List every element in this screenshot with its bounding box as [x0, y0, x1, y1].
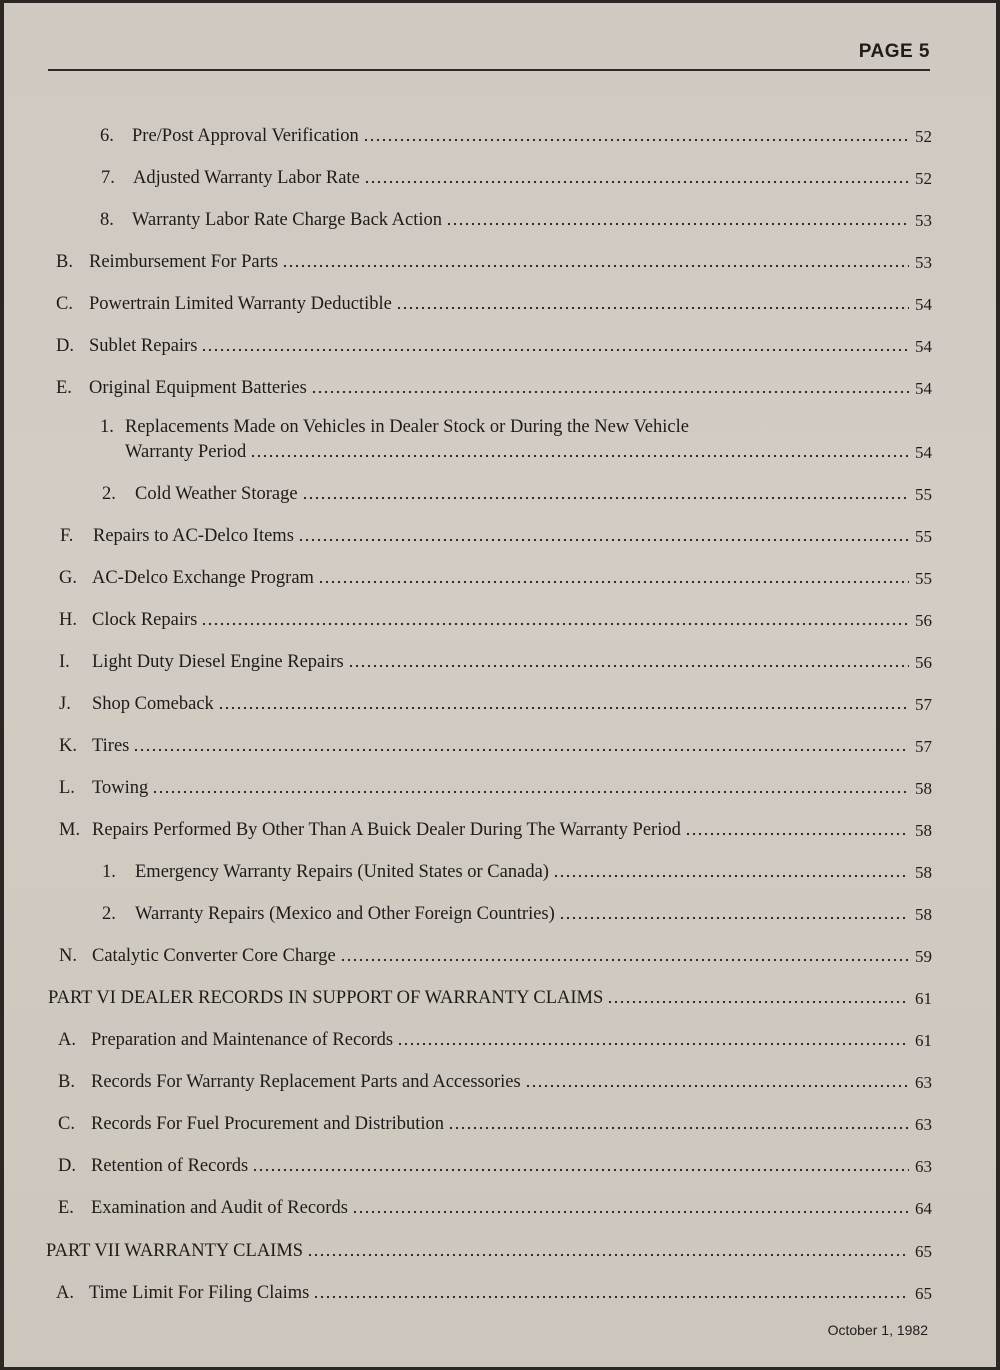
- dot-leader: [559, 916, 909, 920]
- toc-entry-page: 55: [915, 527, 932, 546]
- toc-entry-title: Retention of Records: [91, 1156, 249, 1176]
- dot-leader: [250, 454, 909, 458]
- toc-entry: [59, 605, 932, 631]
- toc-entry: [56, 373, 932, 399]
- toc-entry-page: 58: [915, 779, 932, 798]
- toc-entry-letter: D.: [56, 336, 74, 356]
- toc-entry-number: 1.: [100, 417, 114, 437]
- dot-leader: [302, 496, 909, 500]
- toc-entry: [58, 1151, 932, 1177]
- dot-leader: [448, 1126, 909, 1130]
- toc-entry: [56, 289, 932, 315]
- toc-entry-page: 56: [915, 653, 932, 672]
- toc-entry-title: Towing: [92, 778, 149, 798]
- toc-entry-letter: J.: [59, 694, 71, 714]
- toc-entry: [102, 857, 932, 883]
- toc-entry-page: 61: [915, 989, 932, 1008]
- dot-leader: [318, 580, 909, 584]
- toc-entry-letter: C.: [56, 294, 73, 314]
- toc-entry: [102, 479, 932, 505]
- footer-date: October 1, 1982: [827, 1322, 928, 1338]
- page-number: PAGE 5: [858, 41, 930, 62]
- toc-entry: [58, 1025, 932, 1051]
- toc-entry: [59, 647, 932, 673]
- toc-entry-letter: E.: [56, 378, 72, 398]
- toc-entry-letter: F.: [60, 526, 74, 546]
- toc-entry-letter: I.: [59, 652, 70, 672]
- toc-entry-number: 6.: [100, 126, 114, 146]
- toc-entry-title: Examination and Audit of Records: [91, 1198, 348, 1218]
- toc-entry-title: Tires: [92, 736, 130, 756]
- dot-leader: [685, 832, 909, 836]
- toc-entry-page: 63: [915, 1115, 932, 1134]
- toc-entry-page: 61: [915, 1031, 932, 1050]
- toc-entry-page: 52: [915, 169, 932, 188]
- toc-entry-title: Cold Weather Storage: [135, 484, 298, 504]
- dot-leader: [352, 1210, 909, 1214]
- toc-entry-title-continued: Warranty Period: [125, 442, 247, 462]
- toc-entry-letter: M.: [59, 820, 81, 840]
- dot-leader: [252, 1168, 909, 1172]
- toc-entry-title: Repairs to AC-Delco Items: [93, 526, 294, 546]
- document-page: [4, 3, 996, 1367]
- toc-entry: [58, 1109, 932, 1135]
- dot-leader: [340, 958, 909, 962]
- dot-leader: [201, 622, 909, 626]
- toc-entry-page: 54: [915, 337, 932, 356]
- toc-entry-title: Time Limit For Filing Claims: [89, 1283, 310, 1303]
- dot-leader: [311, 390, 909, 394]
- toc-part-title: PART VII WARRANTY CLAIMS: [46, 1241, 304, 1261]
- dot-leader: [396, 306, 909, 310]
- toc-entry-page: 58: [915, 905, 932, 924]
- dot-leader: [397, 1042, 909, 1046]
- toc-entry: [58, 1067, 932, 1093]
- toc-entry: [58, 1193, 932, 1219]
- toc-entry-title: Repairs Performed By Other Than A Buick Dealer During The Warranty Period: [92, 820, 681, 840]
- toc-entry-page: 55: [915, 485, 932, 504]
- toc-entry-page: 53: [915, 253, 932, 272]
- toc-entry-letter: C.: [58, 1114, 75, 1134]
- toc-entry-page: 53: [915, 211, 932, 230]
- toc-entry: [100, 205, 932, 231]
- dot-leader: [201, 348, 909, 352]
- dot-leader: [282, 264, 909, 268]
- toc-entry-page: 54: [915, 443, 932, 462]
- toc-entry-page: 54: [915, 295, 932, 314]
- toc-entry-letter: E.: [58, 1198, 74, 1218]
- dot-leader: [446, 222, 909, 226]
- toc-entry-title: Shop Comeback: [92, 694, 214, 714]
- toc-entry-letter: B.: [58, 1072, 75, 1092]
- toc-entry-letter: K.: [59, 736, 77, 756]
- toc-entry-page: 58: [915, 821, 932, 840]
- toc-entry-page: 65: [915, 1284, 932, 1303]
- toc-entry-title: Warranty Labor Rate Charge Back Action: [132, 210, 442, 230]
- toc-entry: [100, 121, 932, 147]
- toc-entry-number: 2.: [102, 484, 116, 504]
- toc-entry-title: Records For Fuel Procurement and Distribution: [91, 1114, 444, 1134]
- toc-part-heading: [48, 983, 932, 1009]
- toc-entry-page: 63: [915, 1073, 932, 1092]
- toc-entry-title: Reimbursement For Parts: [89, 252, 279, 272]
- toc-entry-page: 63: [915, 1157, 932, 1176]
- toc-entry-title: Sublet Repairs: [89, 336, 198, 356]
- toc-entry-letter: A.: [56, 1283, 74, 1303]
- toc-entry: [59, 731, 932, 757]
- toc-entry-number: 8.: [100, 210, 114, 230]
- toc-entry-title: Powertrain Limited Warranty Deductible: [89, 294, 392, 314]
- toc-entry-page: 56: [915, 611, 932, 630]
- toc-entry-number: 2.: [102, 904, 116, 924]
- toc-entry-title: AC-Delco Exchange Program: [92, 568, 314, 588]
- toc-entry: [59, 815, 932, 841]
- toc-entry-title: Catalytic Converter Core Charge: [92, 946, 336, 966]
- dot-leader: [363, 138, 909, 142]
- toc-entry: [59, 563, 932, 589]
- dot-leader: [348, 664, 909, 668]
- toc-entry-letter: H.: [59, 610, 77, 630]
- toc-entry: [60, 521, 932, 547]
- dot-leader: [218, 706, 909, 710]
- page-header: [48, 37, 930, 71]
- toc-entry-letter: L.: [59, 778, 75, 798]
- toc-entry-title: Emergency Warranty Repairs (United States or Canada): [135, 862, 549, 882]
- toc-entry-page: 59: [915, 947, 932, 966]
- toc-entry-letter: N.: [59, 946, 77, 966]
- toc-entry: [56, 1278, 932, 1304]
- toc-entry: [125, 437, 932, 463]
- toc-entry: [101, 163, 932, 189]
- toc-entry-title: Original Equipment Batteries: [89, 378, 307, 398]
- dot-leader: [525, 1084, 909, 1088]
- toc-entry: [56, 247, 932, 273]
- toc-entry-title: Light Duty Diesel Engine Repairs: [92, 652, 344, 672]
- toc-entry-title: Records For Warranty Replacement Parts and Accessories: [91, 1072, 521, 1092]
- toc-entry-letter: D.: [58, 1156, 76, 1176]
- toc-entry-title: Pre/Post Approval Verification: [132, 126, 359, 146]
- toc-entry: [102, 899, 932, 925]
- toc-entry-title: Replacements Made on Vehicles in Dealer Stock or During the New Vehicle: [125, 417, 689, 437]
- dot-leader: [607, 1000, 909, 1004]
- toc-entry-title: Adjusted Warranty Labor Rate: [133, 168, 360, 188]
- toc-entry-letter: B.: [56, 252, 73, 272]
- toc-entry-title: Clock Repairs: [92, 610, 198, 630]
- toc-entry-page: 64: [915, 1199, 932, 1218]
- toc-entry: [59, 941, 932, 967]
- toc-entry: [59, 689, 932, 715]
- toc-entry-number: 1.: [102, 862, 116, 882]
- dot-leader: [364, 180, 909, 184]
- toc-entry-page: 58: [915, 863, 932, 882]
- toc-entry-number: 7.: [101, 168, 115, 188]
- toc-entry-page: 54: [915, 379, 932, 398]
- toc-entry-page: 57: [915, 737, 932, 756]
- dot-leader: [553, 874, 909, 878]
- dot-leader: [313, 1295, 909, 1299]
- toc-part-title: PART VI DEALER RECORDS IN SUPPORT OF WARRANTY CLAIMS: [48, 988, 604, 1008]
- toc-entry: [56, 331, 932, 357]
- toc-entry-title: Warranty Repairs (Mexico and Other Foreign Countries): [135, 904, 555, 924]
- toc-entry-page: 55: [915, 569, 932, 588]
- toc-entry-letter: G.: [59, 568, 77, 588]
- toc-entry-title: Preparation and Maintenance of Records: [91, 1030, 394, 1050]
- toc-entry: [59, 773, 932, 799]
- dot-leader: [133, 748, 909, 752]
- dot-leader: [298, 538, 909, 542]
- dot-leader: [152, 790, 909, 794]
- toc-part-heading: [46, 1236, 932, 1262]
- toc-entry-letter: A.: [58, 1030, 76, 1050]
- toc-entry-page: 52: [915, 127, 932, 146]
- toc-entry-page: 57: [915, 695, 932, 714]
- toc-entry-page: 65: [915, 1242, 932, 1261]
- dot-leader: [307, 1253, 909, 1257]
